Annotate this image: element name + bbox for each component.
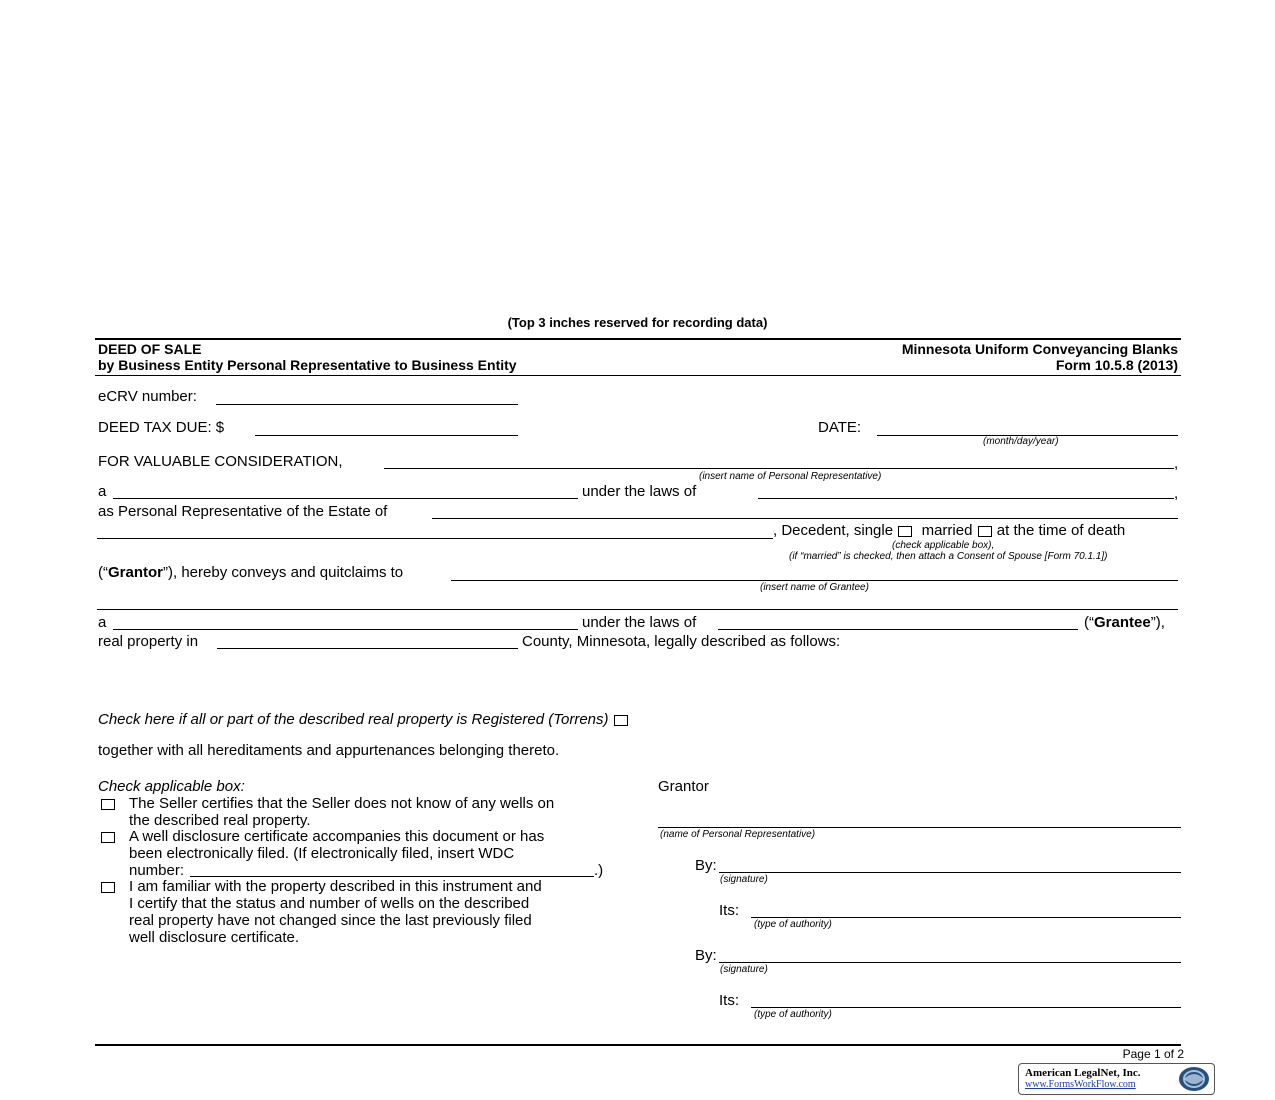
comma: , [1174,485,1179,502]
wells-option1-line2: the described real property. [129,812,311,829]
form-series: Minnesota Uniform Conveyancing Blanks [901,341,1178,357]
grantee-jurisdiction-line[interactable] [718,629,1078,630]
footer-rule [95,1044,1181,1046]
estate-name-line-2[interactable] [97,538,773,539]
wells-option2-line2: been electronically filed. (If electronically filed, insert WDC [129,845,515,862]
deed-tax-label: DEED TAX DUE: $ [98,419,225,436]
county-input-line[interactable] [217,648,518,649]
wells-option1-line1: The Seller certifies that the Seller does not know of any wells on [129,795,555,812]
grantee-name-caption: (insert name of Grantee) [760,582,869,593]
check-caption: (check applicable box), [892,540,995,551]
wells-option2-end: .) [594,862,604,879]
grantee-name-line[interactable] [451,580,1178,581]
signature-caption-2: (signature) [720,964,768,975]
form-number: Form 10.5.8 (2013) [1055,357,1178,373]
date-caption: (month/day/year) [983,436,1059,447]
torrens-label: Check here if all or part of the described real property is Registered (Torrens) [98,711,629,728]
under-laws-label: under the laws of [582,483,697,500]
wells-option1-checkbox[interactable] [101,799,115,810]
authority-caption-2: (type of authority) [754,1009,832,1020]
grantee-definition: (“Grantee”), [1084,614,1165,631]
grantor-conveys-text: (“Grantor”), hereby conveys and quitclaims to [98,564,404,581]
single-checkbox[interactable] [898,526,912,537]
deed-tax-input-line[interactable] [255,435,518,436]
its-label-1: Its: [719,902,740,919]
reserved-note: (Top 3 inches reserved for recording data) [507,315,768,330]
date-label: DATE: [818,419,862,436]
spouse-caption: (if “married” is checked, then attach a Consent of Spouse [Form 70.1.1]) [789,551,1108,562]
signature-caption-1: (signature) [720,874,768,885]
signature-line-2[interactable] [719,962,1181,963]
wells-option2-line3: number: [129,862,185,879]
pr-name-signature-line[interactable] [658,827,1181,828]
header-bottom-rule [95,375,1181,376]
grantee-name-line-2[interactable] [97,609,1178,610]
wells-option3-line1: I am familiar with the property described in this instrument and [129,878,542,895]
wells-option3-checkbox[interactable] [101,882,115,893]
a-label: a [98,483,107,500]
form-title: DEED OF SALE [98,341,202,357]
grantor-label: Grantor [658,778,709,795]
pr-entity-type-line[interactable] [113,498,578,499]
form-subtitle: by Business Entity Personal Representative to Business Entity [98,357,517,373]
pr-name-signature-caption: (name of Personal Representative) [660,829,816,840]
wells-option3-line3: real property have not changed since the last previously filed [129,912,532,929]
estate-name-line[interactable] [432,518,1178,519]
wells-option2-checkbox[interactable] [101,832,115,843]
company-logo [1018,1063,1215,1095]
wdc-number-line[interactable] [190,876,594,877]
pr-jurisdiction-line[interactable] [758,498,1174,499]
pr-name-caption: (insert name of Personal Representative) [699,471,882,482]
a-label: a [98,614,107,631]
ecrv-label: eCRV number: [98,388,197,405]
wells-option3-line4: well disclosure certificate. [129,929,300,946]
wells-heading: Check applicable box: [98,778,245,795]
globe-icon [1177,1065,1211,1093]
pr-name-input-line[interactable] [384,468,1174,469]
its-label-2: Its: [719,992,740,1009]
by-label-1: By: [695,857,717,874]
authority-line-1[interactable] [751,917,1181,918]
married-checkbox[interactable] [978,526,992,537]
torrens-checkbox[interactable] [614,715,628,726]
by-label-2: By: [695,947,717,964]
hereditaments-text: together with all hereditaments and appurtenances belonging thereto. [98,742,560,759]
authority-caption-1: (type of authority) [754,919,832,930]
real-property-label: real property in [98,633,199,650]
estate-label: as Personal Representative of the Estate of [98,503,388,520]
wells-option2-line1: A well disclosure certificate accompanies this document or has [129,828,545,845]
authority-line-2[interactable] [751,1007,1181,1008]
company-name: American LegalNet, Inc. [1025,1067,1141,1079]
company-url[interactable]: www.FormsWorkFlow.com [1025,1079,1136,1090]
ecrv-input-line[interactable] [216,404,518,405]
county-text: County, Minnesota, legally described as follows: [522,633,841,650]
under-laws-label: under the laws of [582,614,697,631]
consideration-label: FOR VALUABLE CONSIDERATION, [98,453,343,470]
header-top-rule [95,338,1181,340]
decedent-label: , Decedent, single married at the time of death [773,522,1126,539]
comma: , [1174,455,1179,472]
page-number: Page 1 of 2 [1122,1047,1184,1061]
signature-line-1[interactable] [719,872,1181,873]
grantee-entity-type-line[interactable] [113,629,578,630]
wells-option3-line2: I certify that the status and number of wells on the described [129,895,530,912]
